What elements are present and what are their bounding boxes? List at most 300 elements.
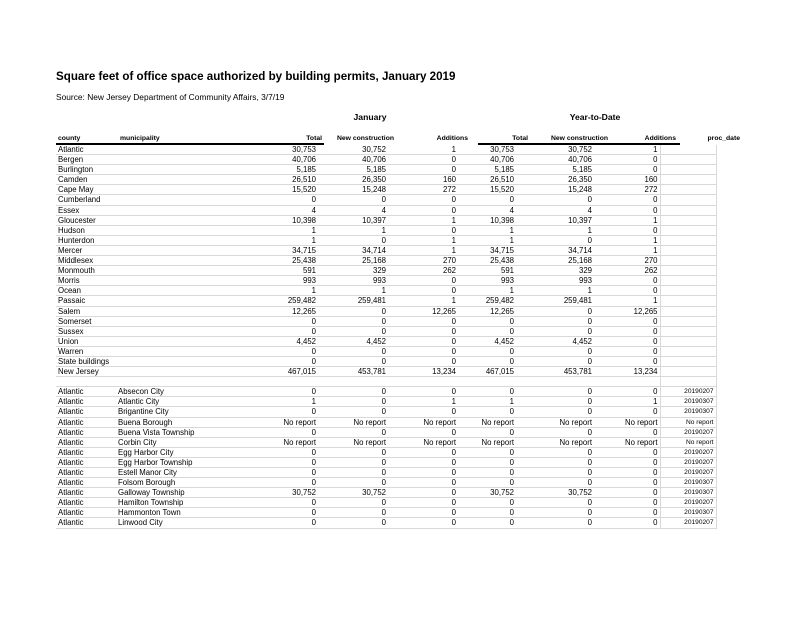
cell-ytd-additions: 1	[594, 397, 660, 407]
spacer-cell	[388, 377, 458, 387]
cell-new-construction: No report	[318, 437, 388, 447]
cell-county: Mercer	[56, 245, 116, 255]
cell-county: Atlantic	[56, 478, 116, 488]
cell-additions: 0	[388, 165, 458, 175]
cell-additions: No report	[388, 417, 458, 427]
cell-total: 0	[254, 407, 318, 417]
cell-proc-date	[660, 195, 716, 205]
cell-municipality	[116, 155, 254, 165]
cell-ytd-additions: 0	[594, 205, 660, 215]
cell-ytd-new-construction: 0	[516, 326, 594, 336]
cell-ytd-total: 0	[458, 478, 516, 488]
cell-additions: 0	[388, 387, 458, 397]
cell-new-construction: 10,397	[318, 215, 388, 225]
source-note: Source: New Jersey Department of Community Affairs, 3/7/19	[56, 92, 285, 102]
cell-ytd-total: 4,452	[458, 336, 516, 346]
cell-ytd-new-construction: 0	[516, 508, 594, 518]
cell-total: 0	[254, 478, 318, 488]
cell-new-construction: 0	[318, 468, 388, 478]
cell-new-construction: 1	[318, 225, 388, 235]
cell-ytd-additions: 1	[594, 235, 660, 245]
table-body	[56, 145, 716, 528]
cell-ytd-new-construction: 329	[516, 266, 594, 276]
col-header-ytd-new-construction: New construction	[550, 135, 608, 142]
cell-total: 4,452	[254, 336, 318, 346]
cell-total: 1	[254, 235, 318, 245]
cell-ytd-additions: 0	[594, 518, 660, 528]
cell-ytd-additions: 0	[594, 387, 660, 397]
cell-additions: 0	[388, 468, 458, 478]
cell-new-construction: 0	[318, 518, 388, 528]
cell-ytd-additions: 0	[594, 488, 660, 498]
municipality-row	[56, 387, 716, 397]
cell-county: Atlantic	[56, 457, 116, 467]
cell-total: No report	[254, 417, 318, 427]
cell-proc-date	[660, 266, 716, 276]
col-header-ytd-additions: Additions	[644, 135, 676, 142]
cell-additions: 0	[388, 498, 458, 508]
cell-municipality: Atlantic City	[116, 397, 254, 407]
cell-municipality: Linwood City	[116, 518, 254, 528]
cell-new-construction: 0	[318, 447, 388, 457]
cell-municipality	[116, 367, 254, 377]
county-row	[56, 215, 716, 225]
cell-total: 0	[254, 457, 318, 467]
cell-total: 0	[254, 356, 318, 366]
cell-total: 0	[254, 195, 318, 205]
cell-ytd-additions: 270	[594, 256, 660, 266]
cell-ytd-total: 0	[458, 468, 516, 478]
county-row	[56, 175, 716, 185]
spacer-cell	[458, 377, 516, 387]
cell-total: 993	[254, 276, 318, 286]
cell-ytd-additions: 160	[594, 175, 660, 185]
cell-county: Camden	[56, 175, 116, 185]
cell-ytd-new-construction: 0	[516, 346, 594, 356]
cell-ytd-additions: 1	[594, 145, 660, 155]
county-row	[56, 235, 716, 245]
cell-county: Morris	[56, 276, 116, 286]
cell-additions: 1	[388, 235, 458, 245]
spacer-cell	[56, 377, 116, 387]
cell-additions: 0	[388, 508, 458, 518]
cell-ytd-new-construction: No report	[516, 417, 594, 427]
cell-ytd-additions: 0	[594, 336, 660, 346]
county-row	[56, 205, 716, 215]
cell-municipality: Corbin City	[116, 437, 254, 447]
cell-new-construction: 4	[318, 205, 388, 215]
municipality-row	[56, 478, 716, 488]
cell-municipality	[116, 266, 254, 276]
cell-additions: 0	[388, 478, 458, 488]
cell-additions: 0	[388, 155, 458, 165]
cell-county: Atlantic	[56, 488, 116, 498]
county-row	[56, 145, 716, 155]
cell-proc-date: 20190207	[660, 498, 716, 508]
cell-proc-date	[660, 225, 716, 235]
cell-ytd-total: 0	[458, 316, 516, 326]
cell-new-construction: 0	[318, 508, 388, 518]
cell-municipality	[116, 235, 254, 245]
cell-additions: 1	[388, 245, 458, 255]
cell-total: 1	[254, 225, 318, 235]
cell-proc-date	[660, 286, 716, 296]
cell-ytd-new-construction: 1	[516, 286, 594, 296]
municipality-row	[56, 468, 716, 478]
municipality-row	[56, 518, 716, 528]
col-header-ytd-total: Total	[512, 135, 528, 142]
cell-ytd-total: 30,752	[458, 488, 516, 498]
cell-ytd-new-construction: 30,752	[516, 145, 594, 155]
cell-ytd-new-construction: 4,452	[516, 336, 594, 346]
cell-proc-date	[660, 326, 716, 336]
cell-proc-date	[660, 215, 716, 225]
group-header-january: January	[353, 112, 387, 122]
cell-total: 30,752	[254, 488, 318, 498]
cell-proc-date: 20190207	[660, 468, 716, 478]
cell-county: Middlesex	[56, 256, 116, 266]
cell-ytd-total: 0	[458, 498, 516, 508]
cell-ytd-total: 1	[458, 397, 516, 407]
cell-municipality: Absecon City	[116, 387, 254, 397]
cell-ytd-total: 0	[458, 508, 516, 518]
cell-county: Atlantic	[56, 437, 116, 447]
cell-total: 0	[254, 447, 318, 457]
cell-proc-date: 20190207	[660, 457, 716, 467]
cell-total: 0	[254, 508, 318, 518]
cell-ytd-additions: 0	[594, 407, 660, 417]
cell-additions: 160	[388, 175, 458, 185]
col-header-new-construction: New construction	[336, 135, 394, 142]
cell-county: Atlantic	[56, 508, 116, 518]
cell-new-construction: 0	[318, 397, 388, 407]
cell-ytd-additions: 1	[594, 296, 660, 306]
cell-additions: 0	[388, 518, 458, 528]
cell-ytd-additions: 0	[594, 326, 660, 336]
cell-ytd-total: 0	[458, 518, 516, 528]
cell-additions: 0	[388, 276, 458, 286]
cell-ytd-additions: 262	[594, 266, 660, 276]
spacer-cell	[254, 377, 318, 387]
cell-total: 0	[254, 518, 318, 528]
cell-total: 259,482	[254, 296, 318, 306]
municipality-row	[56, 457, 716, 467]
permits-table	[56, 145, 717, 529]
cell-new-construction: 40,706	[318, 155, 388, 165]
cell-municipality: Galloway Township	[116, 488, 254, 498]
cell-ytd-additions: 0	[594, 195, 660, 205]
cell-municipality	[116, 205, 254, 215]
cell-new-construction: 4,452	[318, 336, 388, 346]
cell-ytd-total: 30,753	[458, 145, 516, 155]
cell-ytd-total: 1	[458, 225, 516, 235]
cell-county: Essex	[56, 205, 116, 215]
cell-municipality	[116, 336, 254, 346]
cell-ytd-new-construction: 0	[516, 235, 594, 245]
cell-municipality: Buena Vista Township	[116, 427, 254, 437]
spacer-cell	[660, 377, 716, 387]
cell-additions: 0	[388, 336, 458, 346]
county-row	[56, 225, 716, 235]
cell-proc-date	[660, 336, 716, 346]
county-row	[56, 356, 716, 366]
county-row	[56, 367, 716, 377]
cell-municipality	[116, 276, 254, 286]
cell-total: 591	[254, 266, 318, 276]
cell-ytd-total: 1	[458, 286, 516, 296]
cell-new-construction: 0	[318, 346, 388, 356]
cell-proc-date: 20190207	[660, 387, 716, 397]
col-header-additions: Additions	[436, 135, 468, 142]
cell-total: 40,706	[254, 155, 318, 165]
cell-ytd-additions: 0	[594, 316, 660, 326]
report-title: Square feet of office space authorized by building permits, January 2019	[56, 70, 456, 83]
cell-ytd-new-construction: 0	[516, 498, 594, 508]
cell-additions: 0	[388, 407, 458, 417]
col-header-proc-date: proc_date	[707, 135, 740, 142]
cell-new-construction: 453,781	[318, 367, 388, 377]
cell-total: 10,398	[254, 215, 318, 225]
cell-additions: No report	[388, 437, 458, 447]
cell-total: 0	[254, 387, 318, 397]
cell-ytd-total: 5,185	[458, 165, 516, 175]
cell-municipality	[116, 356, 254, 366]
cell-proc-date: No report	[660, 417, 716, 427]
cell-additions: 262	[388, 266, 458, 276]
cell-county: Union	[56, 336, 116, 346]
cell-ytd-total: 10,398	[458, 215, 516, 225]
cell-county: Atlantic	[56, 518, 116, 528]
cell-new-construction: 0	[318, 407, 388, 417]
cell-new-construction: 1	[318, 286, 388, 296]
cell-proc-date	[660, 235, 716, 245]
cell-new-construction: 0	[318, 195, 388, 205]
cell-total: 25,438	[254, 256, 318, 266]
cell-proc-date	[660, 256, 716, 266]
cell-county: Cumberland	[56, 195, 116, 205]
cell-total: 1	[254, 286, 318, 296]
cell-ytd-total: 0	[458, 387, 516, 397]
cell-additions: 0	[388, 195, 458, 205]
col-header-municipality: municipality	[120, 135, 160, 142]
municipality-row	[56, 397, 716, 407]
cell-new-construction: 0	[318, 498, 388, 508]
cell-municipality	[116, 175, 254, 185]
cell-ytd-additions: 13,234	[594, 367, 660, 377]
cell-proc-date	[660, 356, 716, 366]
cell-new-construction: 25,168	[318, 256, 388, 266]
cell-total: 0	[254, 326, 318, 336]
cell-proc-date	[660, 306, 716, 316]
cell-ytd-new-construction: 0	[516, 457, 594, 467]
cell-ytd-total: 0	[458, 356, 516, 366]
cell-proc-date: 20190307	[660, 397, 716, 407]
cell-ytd-new-construction: 0	[516, 468, 594, 478]
cell-total: No report	[254, 437, 318, 447]
spacer-row	[56, 377, 716, 387]
municipality-row	[56, 508, 716, 518]
municipality-row	[56, 488, 716, 498]
cell-municipality: Egg Harbor Township	[116, 457, 254, 467]
spacer-cell	[116, 377, 254, 387]
cell-new-construction: 329	[318, 266, 388, 276]
cell-municipality	[116, 256, 254, 266]
cell-new-construction: 5,185	[318, 165, 388, 175]
cell-proc-date	[660, 296, 716, 306]
cell-county: Atlantic	[56, 498, 116, 508]
spacer-cell	[594, 377, 660, 387]
cell-additions: 0	[388, 447, 458, 457]
cell-proc-date	[660, 276, 716, 286]
cell-total: 30,753	[254, 145, 318, 155]
cell-total: 0	[254, 498, 318, 508]
county-row	[56, 326, 716, 336]
cell-proc-date	[660, 367, 716, 377]
cell-ytd-new-construction: 0	[516, 316, 594, 326]
county-row	[56, 346, 716, 356]
cell-ytd-new-construction: 15,248	[516, 185, 594, 195]
cell-municipality: Folsom Borough	[116, 478, 254, 488]
cell-total: 5,185	[254, 165, 318, 175]
cell-additions: 0	[388, 316, 458, 326]
cell-proc-date: 20190207	[660, 427, 716, 437]
cell-municipality: Egg Harbor City	[116, 447, 254, 457]
cell-county: Atlantic	[56, 447, 116, 457]
cell-ytd-new-construction: 40,706	[516, 155, 594, 165]
cell-ytd-new-construction: 993	[516, 276, 594, 286]
cell-additions: 1	[388, 397, 458, 407]
cell-additions: 1	[388, 215, 458, 225]
cell-ytd-additions: 0	[594, 346, 660, 356]
cell-ytd-new-construction: 0	[516, 427, 594, 437]
cell-proc-date: No report	[660, 437, 716, 447]
cell-ytd-new-construction: 0	[516, 518, 594, 528]
cell-new-construction: 26,350	[318, 175, 388, 185]
cell-ytd-new-construction: No report	[516, 437, 594, 447]
cell-county: Somerset	[56, 316, 116, 326]
cell-proc-date	[660, 185, 716, 195]
cell-proc-date	[660, 175, 716, 185]
cell-municipality	[116, 225, 254, 235]
cell-ytd-additions: 1	[594, 215, 660, 225]
municipality-row	[56, 437, 716, 447]
cell-ytd-new-construction: 453,781	[516, 367, 594, 377]
cell-ytd-additions: 0	[594, 165, 660, 175]
cell-additions: 270	[388, 256, 458, 266]
cell-ytd-new-construction: 10,397	[516, 215, 594, 225]
cell-ytd-total: 1	[458, 235, 516, 245]
cell-total: 0	[254, 346, 318, 356]
cell-ytd-additions: No report	[594, 417, 660, 427]
cell-municipality: Hamilton Township	[116, 498, 254, 508]
cell-total: 34,715	[254, 245, 318, 255]
cell-ytd-total: 0	[458, 447, 516, 457]
cell-ytd-total: 993	[458, 276, 516, 286]
cell-total: 12,265	[254, 306, 318, 316]
cell-additions: 0	[388, 346, 458, 356]
county-row	[56, 256, 716, 266]
cell-county: Bergen	[56, 155, 116, 165]
cell-ytd-total: 25,438	[458, 256, 516, 266]
cell-ytd-additions: 0	[594, 225, 660, 235]
cell-municipality	[116, 215, 254, 225]
county-row	[56, 266, 716, 276]
cell-municipality	[116, 165, 254, 175]
cell-ytd-total: No report	[458, 437, 516, 447]
cell-proc-date: 20190307	[660, 407, 716, 417]
cell-proc-date	[660, 165, 716, 175]
cell-additions: 0	[388, 427, 458, 437]
cell-county: Sussex	[56, 326, 116, 336]
cell-ytd-additions: 0	[594, 498, 660, 508]
cell-proc-date: 20190307	[660, 508, 716, 518]
cell-ytd-total: 0	[458, 407, 516, 417]
col-header-total: Total	[306, 135, 322, 142]
cell-new-construction: 0	[318, 316, 388, 326]
cell-municipality	[116, 296, 254, 306]
cell-county: New Jersey	[56, 367, 116, 377]
county-row	[56, 195, 716, 205]
cell-ytd-new-construction: 0	[516, 387, 594, 397]
municipality-row	[56, 427, 716, 437]
county-row	[56, 185, 716, 195]
cell-county: Atlantic	[56, 417, 116, 427]
cell-ytd-new-construction: 5,185	[516, 165, 594, 175]
cell-municipality: Brigantine City	[116, 407, 254, 417]
cell-ytd-new-construction: 4	[516, 205, 594, 215]
cell-new-construction: 0	[318, 356, 388, 366]
county-row	[56, 165, 716, 175]
cell-ytd-total: 34,715	[458, 245, 516, 255]
cell-proc-date: 20190307	[660, 478, 716, 488]
cell-municipality	[116, 316, 254, 326]
cell-ytd-new-construction: 0	[516, 195, 594, 205]
cell-total: 4	[254, 205, 318, 215]
cell-proc-date	[660, 145, 716, 155]
cell-ytd-additions: 0	[594, 468, 660, 478]
cell-additions: 13,234	[388, 367, 458, 377]
cell-ytd-total: 0	[458, 326, 516, 336]
cell-ytd-new-construction: 30,752	[516, 488, 594, 498]
cell-county: Burlington	[56, 165, 116, 175]
cell-municipality	[116, 185, 254, 195]
cell-ytd-total: 0	[458, 457, 516, 467]
cell-ytd-total: 467,015	[458, 367, 516, 377]
cell-new-construction: 0	[318, 387, 388, 397]
cell-municipality	[116, 195, 254, 205]
cell-total: 1	[254, 397, 318, 407]
cell-proc-date: 20190207	[660, 518, 716, 528]
cell-total: 0	[254, 468, 318, 478]
cell-county: Gloucester	[56, 215, 116, 225]
cell-county: State buildings	[56, 356, 116, 366]
municipality-row	[56, 447, 716, 457]
cell-additions: 0	[388, 356, 458, 366]
cell-ytd-new-construction: 34,714	[516, 245, 594, 255]
cell-proc-date	[660, 346, 716, 356]
cell-municipality	[116, 245, 254, 255]
cell-ytd-additions: 0	[594, 155, 660, 165]
cell-ytd-additions: 0	[594, 276, 660, 286]
cell-ytd-additions: 0	[594, 286, 660, 296]
cell-ytd-total: 26,510	[458, 175, 516, 185]
cell-total: 26,510	[254, 175, 318, 185]
cell-ytd-additions: 0	[594, 447, 660, 457]
cell-county: Hunterdon	[56, 235, 116, 245]
cell-ytd-new-construction: 0	[516, 407, 594, 417]
cell-ytd-additions: 12,265	[594, 306, 660, 316]
cell-additions: 0	[388, 457, 458, 467]
